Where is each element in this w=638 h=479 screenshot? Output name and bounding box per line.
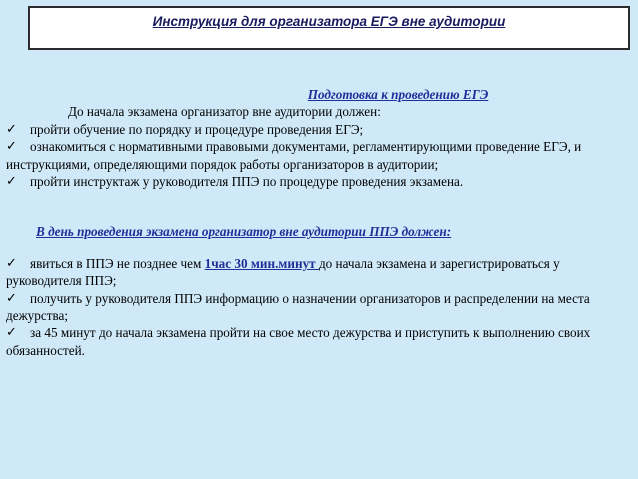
instruction-content: [6, 86, 630, 359]
list-item-text: до начала экзамена и зарегистрироваться у руководителя ППЭ;: [6, 255, 560, 289]
checkmark-icon: ✓: [6, 139, 17, 155]
title-box: [28, 6, 630, 50]
time-highlight: 1час 30 мин.минут: [204, 255, 319, 271]
section-intro: До начала экзамена организатор вне аудитории должен:: [68, 104, 381, 120]
list-item: [6, 121, 630, 138]
list-item: [6, 138, 630, 173]
section-heading-text: В день проведения экзамена организатор вне аудитории ППЭ должен: [36, 224, 447, 240]
checkmark-icon: ✓: [6, 121, 17, 137]
list-item: [6, 290, 630, 325]
page-title: Инструкция для организатора ЕГЭ вне аудитории: [152, 14, 506, 29]
list-item-text: пройти инструктаж у руководителя ППЭ по процедуре проведения экзамена.: [30, 174, 464, 190]
list-item: [6, 324, 630, 359]
list-item-text: явиться в ППЭ не позднее чем: [30, 255, 205, 271]
checkmark-icon: ✓: [6, 325, 17, 341]
checkmark-icon: ✓: [6, 290, 17, 306]
list-item-text: пройти обучение по порядку и процедуре проведения ЕГЭ;: [30, 121, 364, 137]
checkmark-icon: ✓: [6, 174, 17, 190]
section-heading-colon: :: [446, 224, 452, 240]
checkmark-icon: ✓: [6, 255, 17, 271]
section-heading-exam-day: [6, 223, 630, 240]
list-item-text: получить у руководителя ППЭ информацию о назначении организаторов и распределении на места дежурства;: [6, 290, 590, 324]
list-item-text: ознакомиться с нормативными правовыми документами, регламентирующими проведение ЕГЭ, и инструкциями, определяющими порядок работы организаторов в аудитории;: [6, 139, 582, 172]
list-item: [6, 255, 630, 290]
list-item: [6, 173, 630, 190]
list-item-text: за 45 минут до начала экзамена пройти на свое место дежурства и приступить к выполнению своих обязанностей.: [6, 325, 591, 358]
section-heading-preparation: Подготовка к проведению ЕГЭ: [307, 87, 489, 102]
